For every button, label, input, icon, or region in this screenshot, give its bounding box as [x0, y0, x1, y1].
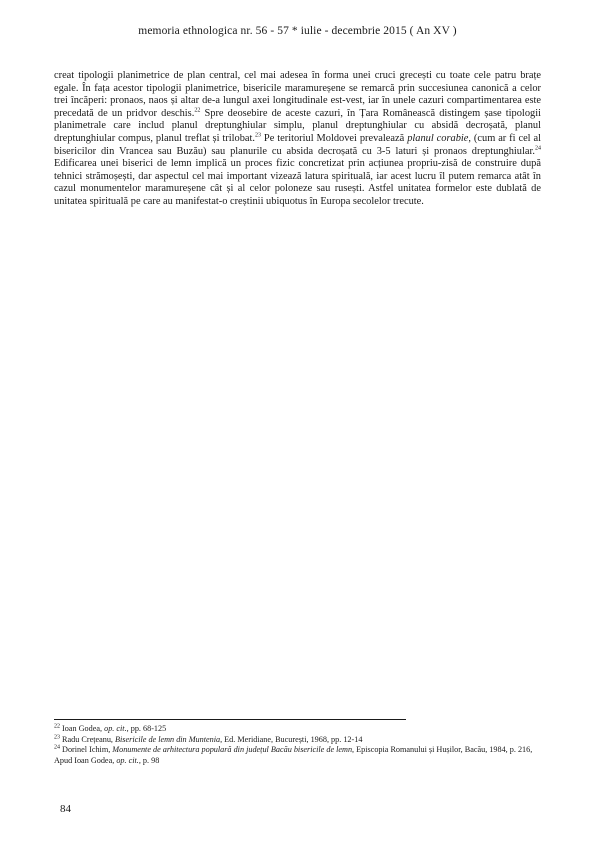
- footnote-italic: op. cit.: [104, 724, 127, 733]
- footnote-24: [54, 745, 541, 766]
- body-text-segment: Spre deosebire de aceste cazuri, în Țara Românească distingem șase tipologii planimetrale care includ planul dreptunghiular simplu, planul dreptunghiular cu absidă decroșată, planul dreptunghiular compus, planul treflat și trilobat.: [54, 107, 541, 144]
- footnote-text: , Episcopia Romanului și Hușilor, Bacău, 1984, p. 216, Apud Ioan Godea,: [54, 745, 533, 765]
- page-number: 84: [60, 803, 71, 815]
- body-text-italic: planul corabie: [407, 132, 469, 144]
- body-text-segment: creat tipologii planimetrice de plan central, cel mai adesea în forma unei cruci grecești cu toate cele patru brațe egale. În fața acestor tipologii planimetrice, bisericile maramureșene se remarcă prin succesiunea canonică a celor trei încăperi: pronaos, naos și altar de-a lungul axei longitudinale est-vest, iar în unele cazuri compartimentarea este precedată de un pridvor deschis.: [54, 70, 541, 119]
- footnote-number: 22: [54, 723, 60, 730]
- body-text-segment: Edificarea unei biserici de lemn implică un proces fizic concretizat prin acțiunea propriu-zisă de construire după tehnici strămoșești, dar aspectul cel mai important vizează latura spirituală, iar acest lucru îl putem remarca atât în cazul monumentelor maramureșene cât și al celor poloneze sau rusești. Astfel unitatea formelor este dublată de unitatea spirituală pe care au manifestat-o creștinii ubiquotus în Europa secolelor trecute.: [54, 158, 541, 207]
- footnotes: [54, 724, 541, 766]
- footnote-ref-24[interactable]: 24: [535, 145, 541, 152]
- footnote-22: [54, 724, 541, 735]
- footnote-number: 23: [54, 733, 60, 740]
- footnote-text: , Ed. Meridiane, București, 1968, pp. 12-14: [220, 734, 363, 744]
- footnote-italic: Monumente de arhitectura populară din județul Bacău bisericile de lemn: [112, 745, 353, 755]
- footnote-text: Ioan Godea,: [60, 724, 105, 733]
- running-header: memoria ethnologica nr. 56 - 57 * iulie - decembrie 2015 ( An XV ): [138, 25, 457, 37]
- body-text-segment: Pe teritoriul Moldovei prevalează: [261, 132, 408, 144]
- body-text-segment: , (cum ar fi cel al bisericilor din Vrancea sau Buzău) sau planurile cu absida decroșată cu 3-5 laturi și pronaos dreptunghiular.: [54, 132, 541, 157]
- body-paragraph: [54, 70, 541, 209]
- footnote-text: Dorinel Ichim,: [60, 745, 113, 755]
- footnote-text: , pp. 68-125: [126, 724, 167, 733]
- footnote-italic: Bisericile de lemn din Muntenia: [115, 734, 221, 744]
- footnote-italic: op. cit.: [116, 755, 139, 765]
- footnote-separator: [54, 719, 406, 720]
- footnote-text: Radu Crețeanu,: [60, 734, 116, 744]
- footnote-text: , p. 98: [138, 755, 160, 765]
- footnote-ref-22[interactable]: 22: [194, 107, 201, 114]
- footnote-number: 24: [54, 744, 60, 751]
- footnote-23: [54, 735, 541, 746]
- footnote-ref-23[interactable]: 23: [255, 132, 262, 139]
